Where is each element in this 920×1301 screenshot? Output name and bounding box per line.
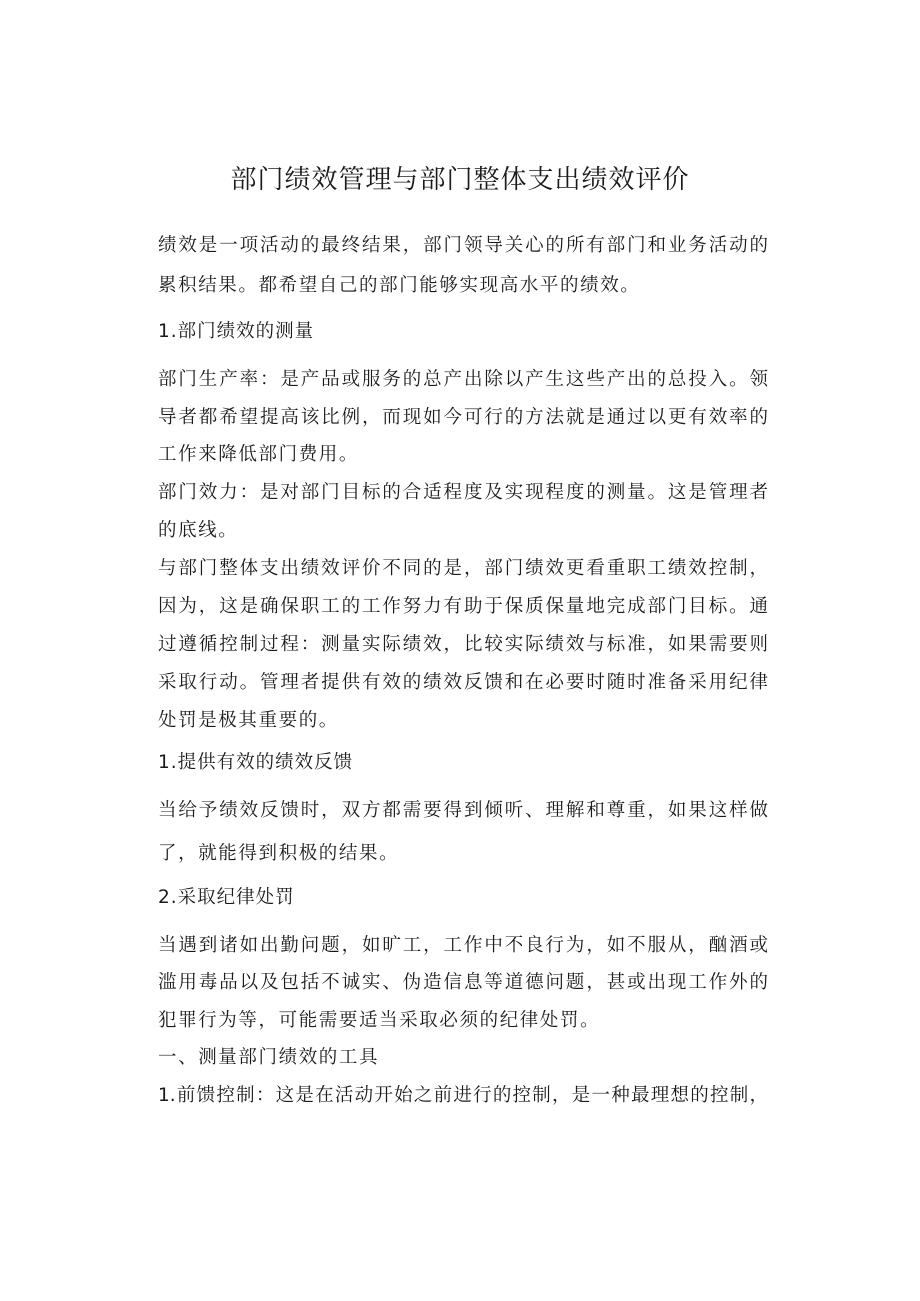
paragraph-line: 处罚是极其重要的。 [158,710,339,731]
section-heading: 1.部门绩效的测量 [158,321,315,342]
paragraph-line: 采取行动。管理者提供有效的绩效反馈和在必要时随时准备采用纪律 [158,672,768,693]
section-heading: 一、测量部门绩效的工具 [158,1047,380,1068]
paragraph-line: 与部门整体支出绩效评价不同的是，部门绩效更看重职工绩效控制， [158,558,768,579]
document-title: 部门绩效管理与部门整体支出绩效评价 [230,165,690,195]
paragraph-line: 部门生产率：是产品或服务的总产出除以产生这些产出的总投入。领 [158,369,768,390]
paragraph-line: 犯罪行为等，可能需要适当采取必须的纪律处罚。 [158,1010,601,1031]
paragraph-line: 绩效是一项活动的最终结果，部门领导关心的所有部门和业务活动的 [158,235,768,256]
paragraph-line: 累积结果。都希望自己的部门能够实现高水平的绩效。 [158,275,641,296]
section-heading: 1.提供有效的绩效反馈 [158,752,354,773]
paragraph-line: 因为，这是确保职工的工作努力有助于保质保量地完成部门目标。通 [158,596,768,617]
paragraph-line: 导者都希望提高该比例，而现如今可行的方法就是通过以更有效率的 [158,407,768,428]
paragraph-line: 1.前馈控制：这是在活动开始之前进行的控制，是一种最理想的控制， [158,1085,768,1106]
paragraph-line: 滥用毒品以及包括不诚实、伪造信息等道德问题，甚或出现工作外的 [158,972,768,993]
paragraph-line: 的底线。 [158,520,239,541]
section-heading: 2.采取纪律处罚 [158,887,295,908]
paragraph-line: 当给予绩效反馈时，双方都需要得到倾听、理解和尊重，如果这样做 [158,800,768,821]
paragraph-line: 当遇到诸如出勤问题，如旷工，工作中不良行为，如不服从，酗酒或 [158,935,768,956]
paragraph-line: 过遵循控制过程：测量实际绩效，比较实际绩效与标准，如果需要则 [158,634,768,655]
paragraph-line: 部门效力：是对部门目标的合适程度及实现程度的测量。这是管理者 [158,482,768,503]
paragraph-line: 了，就能得到积极的结果。 [158,843,400,864]
paragraph-line: 工作来降低部门费用。 [158,444,360,465]
